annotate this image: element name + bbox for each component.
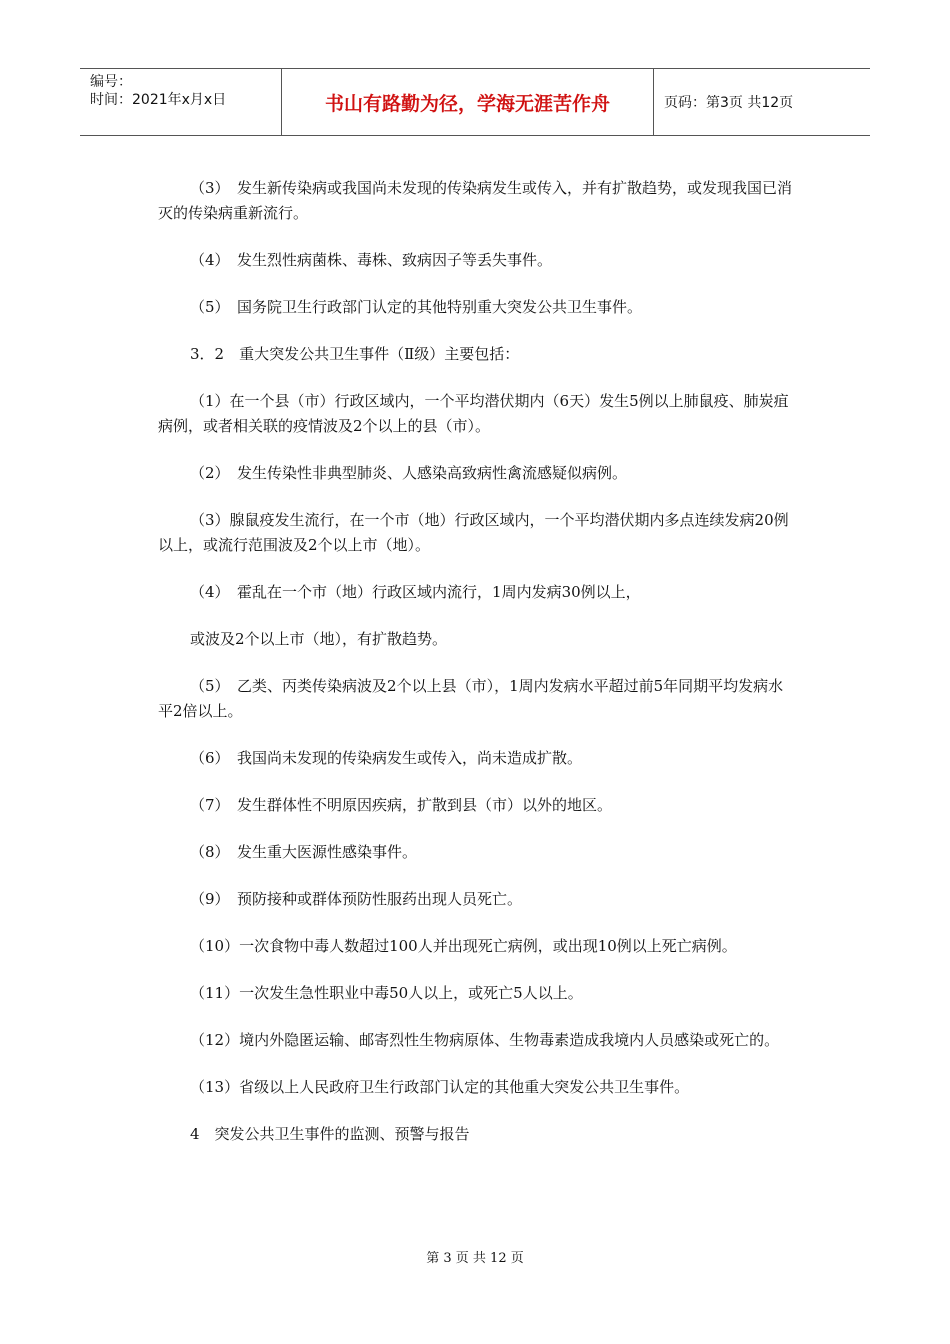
header-motto: 书山有路勤为径，学海无涯苦作舟 <box>282 69 654 135</box>
subsection-heading: 3．2 重大突发公共卫生事件（Ⅱ级）主要包括： <box>190 345 520 363</box>
paragraph: （5） 国务院卫生行政部门认定的其他特别重大突发公共卫生事件。 <box>190 298 643 316</box>
paragraph: （9） 预防接种或群体预防性服药出现人员死亡。 <box>190 890 523 908</box>
header-page-info: 页码：第3页 共12页 <box>664 95 794 111</box>
paragraph: （1）在一个县（市）行政区域内，一个平均潜伏期内（6天）发生5例以上肺鼠疫、肺炭疽病例，或者相关联的疫情波及2个以上的县（市）。 <box>158 392 789 435</box>
page-header <box>80 68 870 136</box>
paragraph: （12）境内外隐匿运输、邮寄烈性生物病原体、生物毒素造成我境内人员感染或死亡的。 <box>190 1031 780 1049</box>
paragraph: （4） 霍乱在一个市（地）行政区域内流行，1周内发病30例以上， <box>190 583 641 601</box>
header-meta <box>80 69 282 135</box>
paragraph: （8） 发生重大医源性感染事件。 <box>190 843 418 861</box>
paragraph: （11）一次发生急性职业中毒50人以上，或死亡5人以上。 <box>190 984 583 1002</box>
paragraph: （10）一次食物中毒人数超过100人并出现死亡病例，或出现10例以上死亡病例。 <box>190 937 737 955</box>
paragraph: （7） 发生群体性不明原因疾病，扩散到县（市）以外的地区。 <box>190 796 613 814</box>
paragraph: （3）腺鼠疫发生流行，在一个市（地）行政区域内，一个平均潜伏期内多点连续发病20例以上，或流行范围波及2个以上市（地）。 <box>158 511 789 554</box>
page-footer: 第 3 页 共 12 页 <box>426 1251 524 1266</box>
paragraph: （4） 发生烈性病菌株、毒株、致病因子等丢失事件。 <box>190 251 553 269</box>
section-heading: 4 突发公共卫生事件的监测、预警与报告 <box>190 1125 470 1143</box>
document-date-label: 时间：2021年x月x日 <box>90 92 227 108</box>
paragraph: （6） 我国尚未发现的传染病发生或传入，尚未造成扩散。 <box>190 749 583 767</box>
paragraph: （2） 发生传染性非典型肺炎、人感染高致病性禽流感疑似病例。 <box>190 464 628 482</box>
paragraph-continuation: 或波及2个以上市（地），有扩散趋势。 <box>190 630 448 648</box>
document-code-label: 编号： <box>90 74 132 90</box>
document-body <box>158 176 794 1169</box>
paragraph: （3） 发生新传染病或我国尚未发现的传染病发生或传入，并有扩散趋势，或发现我国已消灭的传染病重新流行。 <box>158 179 793 222</box>
paragraph: （5） 乙类、丙类传染病波及2个以上县（市），1周内发病水平超过前5年同期平均发病水平2倍以上。 <box>158 677 784 720</box>
paragraph: （13）省级以上人民政府卫生行政部门认定的其他重大突发公共卫生事件。 <box>190 1078 690 1096</box>
